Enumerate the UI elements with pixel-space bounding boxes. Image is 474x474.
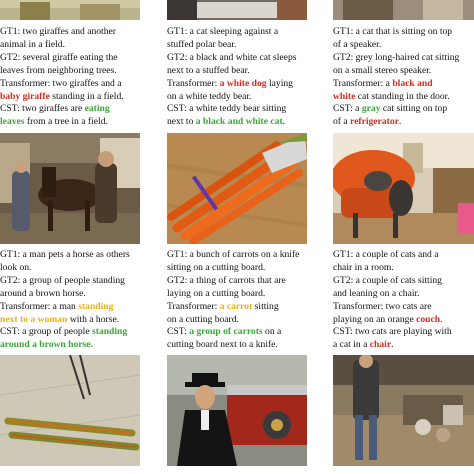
caption-line [167,39,332,52]
caption-text: on a cutting board. [167,313,239,325]
caption-line [0,339,165,352]
caption-text: GT1: two giraffes and another [0,26,116,37]
caption-highlight: next to a woman [0,313,68,325]
photo-people-market [333,355,474,466]
caption-text: CST: a group of people [0,326,92,338]
caption-line [333,65,474,78]
caption-text: GT1: a man pets a horse as others [0,249,130,260]
caption-text: CST: a white teddy bear sitting [167,103,287,115]
caption-text: from a tree in a field. [24,116,108,128]
caption-text: cat standing in the door. [355,90,450,102]
caption-highlight: leaves [0,116,25,128]
photo-man-top-hat [167,355,307,466]
caption-line [0,262,165,275]
caption-highlight: baby giraffe [0,90,50,102]
caption-line [0,103,165,116]
caption-highlight: couch [416,313,441,325]
caption-text: . [440,313,443,325]
caption-text: CST: a [333,103,362,115]
caption-text: chair in a room. [333,261,394,273]
caption-text: sitting [252,300,279,312]
caption-highlight: chair [369,339,392,351]
caption-text: GT1: a cat sleeping against a [167,26,279,37]
caption-line [0,26,165,39]
caption-text: Transformer: [167,300,220,312]
caption-line [0,65,165,78]
caption-text: and leaning on a chair. [333,287,420,299]
caption-line [167,116,332,129]
caption-text: next to a stuffed bear. [167,64,250,76]
caption-text: GT2: a black and white cat sleeps [167,51,297,63]
caption-horse-barn [0,249,165,352]
photo-cat-polar-bear [167,0,307,20]
caption-line [333,249,474,262]
caption-highlight: black and [392,77,433,89]
caption-text: CST: two giraffes are [0,103,85,115]
caption-text: GT1: a couple of cats and a [333,249,439,260]
caption-text: on a small stereo speaker. [333,64,432,76]
caption-text: cutting board next to a knife. [167,339,278,351]
caption-text: look on. [0,261,32,273]
caption-highlight: white [333,90,356,102]
caption-highlight: a carrot [219,300,253,312]
caption-line [333,339,474,352]
caption-highlight: around a brown horse. [0,339,93,351]
caption-line [167,301,332,314]
caption-line [0,275,165,288]
caption-line [167,52,332,65]
caption-line [0,301,165,314]
photo-horse-barn [0,133,140,244]
caption-highlight: standing [78,300,114,312]
caption-line [167,26,332,39]
caption-line [167,262,332,275]
caption-text: standing in a field. [49,90,124,102]
caption-text: around a brown horse. [0,287,86,299]
photo-skis-floor [0,355,140,466]
caption-cats-chair [333,249,474,352]
caption-text: Transformer: [167,77,220,89]
caption-text: stuffed polar bear. [167,38,237,50]
photo-carrots-board [167,133,307,244]
caption-giraffe-field [0,26,165,129]
caption-highlight: standing [91,326,128,338]
caption-line [333,52,474,65]
caption-carrots-board [167,249,332,352]
caption-line [167,326,332,339]
caption-highlight: eating [84,103,110,115]
caption-text: next to [167,116,196,128]
caption-line [0,116,165,129]
caption-highlight: a white dog [219,77,267,89]
caption-line [333,301,474,314]
caption-line [333,78,474,91]
caption-line [167,91,332,104]
caption-line [0,39,165,52]
photo-giraffe-field [0,0,140,20]
caption-line [167,249,332,262]
caption-line [0,78,165,91]
caption-text: leaves from neighboring trees. [0,64,117,76]
caption-text: Transformer: two giraffes and a [0,77,122,89]
caption-line [167,65,332,78]
caption-line [333,39,474,52]
caption-text: GT1: a cat that is sitting on top [333,26,453,37]
caption-line [0,249,165,262]
caption-man-top-hat-truncated [167,467,297,474]
caption-text: . [282,116,286,128]
caption-line [0,326,165,339]
caption-highlight: gray [361,103,381,115]
caption-text: GT2: grey long-haired cat sitting [333,51,460,63]
caption-line [167,314,332,327]
caption-text: GT2: several giraffe eating the [0,51,118,63]
caption-people-market-truncated [333,467,463,474]
caption-line [0,314,165,327]
caption-text: playing on an orange [333,313,417,325]
caption-text: CST: two cats are playing with [333,326,452,338]
caption-text: sitting on a cutting board. [167,261,266,273]
caption-line [0,52,165,65]
caption-highlight: refrigerator [350,116,399,128]
caption-text: GT2: a couple of cats sitting [333,274,442,286]
caption-text: . [398,116,402,128]
caption-text: Transformer: a man [0,300,79,312]
caption-highlight: a black and white cat [195,116,283,128]
caption-line [167,78,332,91]
caption-line [167,288,332,301]
caption-text: Transformer: two cats are [333,300,432,312]
caption-line [167,275,332,288]
caption-line [0,288,165,301]
caption-text: animal in a field. [0,38,66,50]
caption-text: CST: [167,326,190,338]
caption-text: . [391,339,394,351]
caption-line [333,26,474,39]
caption-text: of a [333,116,351,128]
caption-text: a cat in a [333,339,370,351]
caption-text: GT1: a bunch of carrots on a knife [167,249,300,260]
caption-line [333,314,474,327]
caption-line [333,288,474,301]
caption-text: with a horse. [67,313,120,325]
caption-line [333,103,474,116]
caption-line [167,103,332,116]
caption-text: cat sitting on top [380,103,448,115]
caption-highlight: a group of carrots [189,326,263,338]
caption-skis-floor-truncated [0,467,120,474]
caption-text: laying on a cutting board. [167,287,266,299]
photo-cats-chair [333,133,474,244]
photo-cat-speaker [333,0,474,20]
caption-cat-speaker [333,26,474,129]
caption-line [167,339,332,352]
caption-line [333,326,474,339]
caption-line [333,91,474,104]
caption-text: GT2: a thing of carrots that are [167,274,286,286]
caption-text: on a [262,326,282,338]
caption-cat-polar-bear [167,26,332,129]
caption-text: laying [266,77,293,89]
caption-text: Transformer: a [333,77,393,89]
caption-line [0,91,165,104]
caption-line [333,116,474,129]
caption-text: of a speaker. [333,38,382,50]
caption-text: on a white teddy bear. [167,90,252,102]
caption-line [333,275,474,288]
caption-line [333,262,474,275]
caption-text: GT2: a group of people standing [0,274,125,286]
